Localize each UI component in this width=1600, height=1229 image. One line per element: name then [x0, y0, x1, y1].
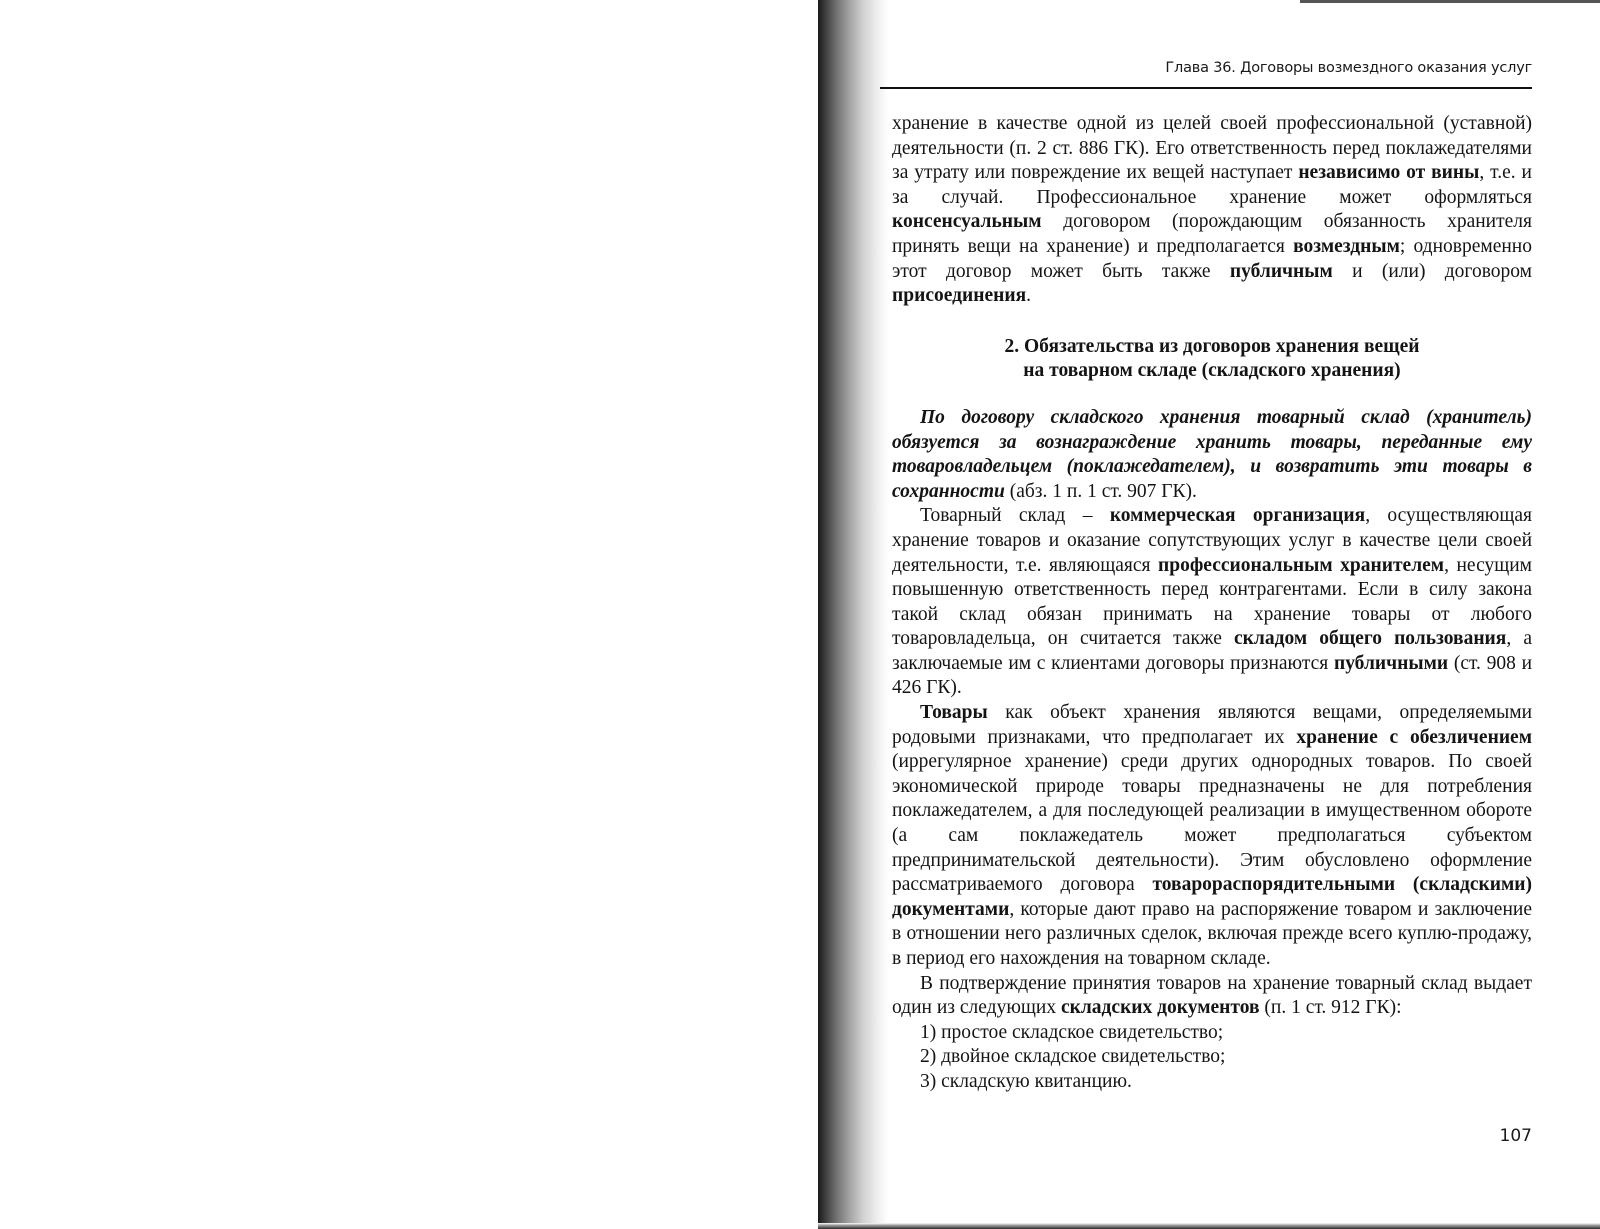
text-span: (ст. 908 и 426 ГК). — [892, 652, 1533, 699]
running-head: Глава 36. Договоры возмездного оказания услуг — [1165, 60, 1532, 76]
definition-text: По договору складского хранения товарный склад (хранитель) обязуется за вознаграждение хранить товары, переданные ему товаровладельцем (поклажедателем), и возвратить эти товары в сохранности — [892, 406, 1532, 502]
bold-term: товарораспорядительными (складскими) документами — [892, 874, 1533, 920]
text-span: , несущим повышенную ответственность перед контрагентами. Если в силу закона такой склад обязан принимать на хранение товары от любого товаровладельца, он считается также — [892, 554, 1533, 650]
gutter-shadow — [818, 0, 888, 1229]
text-span: Товарный склад – — [920, 505, 1110, 527]
document-list — [892, 1021, 1532, 1095]
section-heading-line-1: 2. Обязательства из договоров хранения вещей — [1004, 335, 1420, 357]
text-span: ; одновременно этот договор может быть также — [892, 235, 1532, 282]
paragraph-4 — [892, 701, 1532, 972]
text-span: договором (порождающим обязанность хранителя принять вещи на хранение) и предполагается — [892, 211, 1532, 257]
text-span: и (или) договором — [1332, 260, 1532, 282]
text-span: , т.е. и за случай. Профессиональное хранение может оформляться — [892, 162, 1532, 208]
page-bottom-edge — [818, 1223, 1600, 1229]
section-heading — [892, 335, 1532, 384]
paragraph-definition — [892, 406, 1532, 504]
text-span: (п. 1 ст. 912 ГК): — [1259, 997, 1402, 1019]
text-span: (иррегулярное хранение) среди других однородных товаров. По своей экономической природе товары предназначены не для потребления поклажедателем, а для последующей реализации в имущественном обороте (а сам поклажедатель может предполагаться субъектом предпринимательской деятельности). Этим обусловлено оформление рассматриваемого договора — [892, 751, 1532, 896]
bold-term: консенсуальным — [892, 211, 1042, 233]
bold-term: независимо от вины — [1298, 162, 1480, 184]
text-span: , которые дают право на распоряжение товаром и заключение в отношении него различных сделок, включая прежде всего куплю-продажу, в период его нахождения на товарном складе. — [892, 898, 1532, 969]
paragraph-3 — [892, 504, 1532, 701]
bold-term: присоединения — [892, 285, 1027, 307]
bold-term: профессиональным хранителем — [1157, 554, 1445, 576]
text-span: . — [1026, 285, 1032, 307]
text-span: хранение в качестве одной из целей своей профессиональной (уставной) деятельности (п. 2 ст. 886 ГК). Его ответственность перед поклажедателями за утрату или повреждение их вещей наступает — [892, 113, 1532, 184]
text-span: (абз. 1 п. 1 ст. 907 ГК). — [1004, 480, 1197, 502]
bold-term: складских документов — [1060, 997, 1260, 1019]
section-heading-line-2: на товарном складе (складского хранения) — [1023, 360, 1401, 382]
bold-term: складом общего пользования — [1234, 628, 1507, 650]
bold-term: Товары — [920, 702, 988, 724]
text-span: как объект хранения являются вещами, определяемыми родовыми признаками, что предполагает их — [892, 702, 1532, 748]
header-rule — [880, 87, 1532, 89]
bold-term: публичным — [1229, 260, 1333, 282]
list-item: 3) складскую квитанцию. — [920, 1070, 1132, 1092]
paragraph-1 — [892, 112, 1532, 309]
text-column — [892, 112, 1532, 1095]
list-item: 1) простое складское свидетельство; — [920, 1021, 1224, 1043]
paragraph-5 — [892, 972, 1532, 1021]
text-span: , а заключаемые им с клиентами договоры признаются — [892, 628, 1532, 674]
text-span: В подтверждение принятия товаров на хранение товарный склад выдает один из следующих — [892, 972, 1532, 1019]
bold-term: хранение с обезличением — [1296, 726, 1532, 748]
list-item: 2) двойное складское свидетельство; — [920, 1046, 1226, 1068]
bold-term: публичными — [1333, 652, 1449, 674]
text-span: , осуществляющая хранение товаров и оказание сопутствующих услуг в качестве цели своей деятельности, т.е. являющаяся — [892, 505, 1533, 576]
page-top-edge — [1300, 0, 1600, 3]
page-number: 107 — [1499, 1126, 1532, 1146]
bold-term: возмездным — [1293, 235, 1400, 257]
bold-term: коммерческая организация — [1109, 505, 1366, 527]
